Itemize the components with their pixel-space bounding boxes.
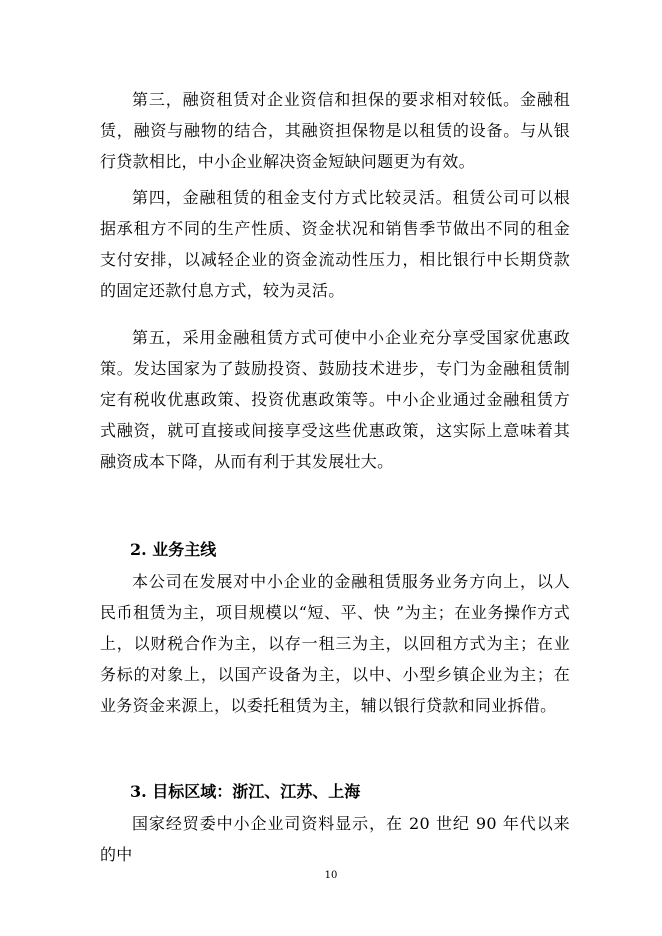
paragraph-third-point: 第三，融资租赁对企业资信和担保的要求相对较低。金融租赁，融资与融物的结合，其融资担保物是以租赁的设备。与从银行贷款相比，中小企业解决资金短缺问题更为有效。	[100, 90, 570, 171]
page-number: 10	[324, 870, 338, 881]
heading-business-mainline: 2. 业务主线	[130, 540, 217, 559]
paragraph-fifth-point: 第五，采用金融租赁方式可使中小企业充分享受国家优惠政策。发达国家为了鼓励投资、鼓励技术进步，专门为金融租赁制定有税收优惠政策、投资优惠政策等。中小企业通过金融租赁方式融资，就可直接或间接享受这些优惠政策，这实际上意味着其融资成本下降，从而有利于其发展壮大。	[100, 328, 570, 471]
heading-target-region: 3. 目标区域：浙江、江苏、上海	[130, 782, 361, 801]
paragraph-fourth-point: 第四，金融租赁的租金支付方式比较灵活。租赁公司可以根据承租方不同的生产性质、资金状况和销售季节做出不同的租金支付安排，以减轻企业的资金流动性压力，相比银行中长期贷款的固定还款付息方式，较为灵活。	[100, 188, 570, 300]
paragraph-target-region: 国家经贸委中小企业司资料显示，在 20 世纪 90 年代以来的中	[100, 814, 570, 864]
paragraph-business-mainline: 本公司在发展对中小企业的金融租赁服务业务方向上，以人民币租赁为主，项目规模以“短、平、快 ”为主；在业务操作方式上，以财税合作为主，以存一租三为主，以回租方式为主；在业务标的对象上，以国产设备为主，以中、小型乡镇企业为主；在业务资金来源上，以委托租赁为主，辅以银行贷款和同业拆借。	[100, 572, 570, 715]
